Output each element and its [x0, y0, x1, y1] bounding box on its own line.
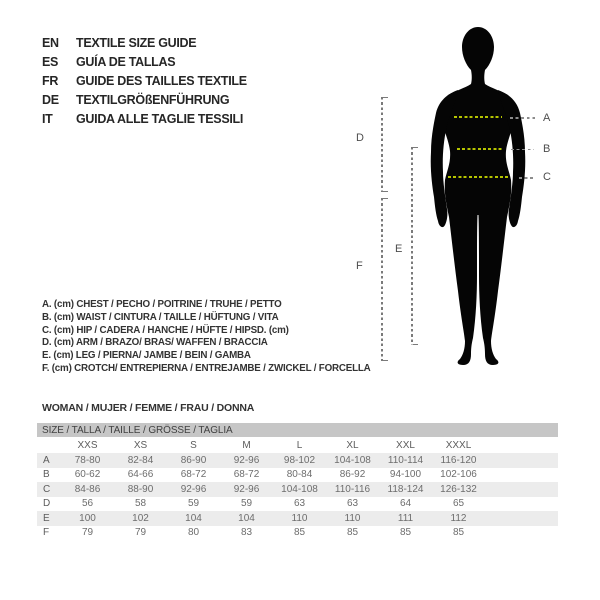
- leg-measure-top-tick: [413, 147, 418, 149]
- size-value: 56: [81, 498, 94, 510]
- language-row: [42, 91, 247, 110]
- size-column-header: XL: [346, 439, 359, 451]
- size-value: 80-84: [286, 469, 313, 481]
- size-value: 118-124: [387, 483, 424, 495]
- size-value: 102: [132, 512, 149, 524]
- size-table-header-text: SIZE / TALLA / TAILLE / GRÖSSE / TAGLIA: [42, 424, 233, 436]
- waist-measure-dash: [457, 148, 504, 150]
- size-value: 116-120: [440, 454, 477, 466]
- measurement-legend-line: E. (cm) LEG / PIERNA/ JAMBE / BEIN / GAMBA: [42, 350, 251, 362]
- table-row: [37, 482, 558, 497]
- arm-measure-top-tick: [383, 97, 388, 99]
- size-table-header-bar: [37, 423, 558, 437]
- language-code: EN: [42, 36, 59, 50]
- size-column-header: XXXL: [445, 439, 472, 451]
- size-value: 85: [293, 527, 306, 539]
- measurement-legend-line: C. (cm) HIP / CADERA / HANCHE / HÜFTE / HIPSD. (cm): [42, 324, 289, 336]
- marker-label-e: E: [395, 243, 403, 255]
- guide-title: TEXTILGRÖßENFÜHRUNG: [76, 93, 230, 107]
- size-value: 78-80: [74, 454, 101, 466]
- table-row: [37, 468, 558, 483]
- size-value: 79: [81, 527, 94, 539]
- size-value: 64-66: [127, 469, 154, 481]
- size-value: 84-86: [74, 483, 101, 495]
- size-value: 85: [346, 527, 359, 539]
- size-column-header: S: [190, 439, 197, 451]
- language-code: FR: [42, 74, 59, 88]
- size-value: 102-106: [440, 469, 477, 481]
- size-value: 86-90: [180, 454, 207, 466]
- size-value: 100: [79, 512, 96, 524]
- row-label: D: [43, 498, 51, 510]
- language-title-list: [42, 34, 247, 129]
- size-value: 104-108: [281, 483, 318, 495]
- size-column-header: L: [296, 439, 303, 451]
- language-row: [42, 110, 247, 129]
- size-value: 98-102: [283, 454, 316, 466]
- crotch-measure-line: [381, 198, 383, 361]
- hip-leader-line: [519, 177, 536, 179]
- language-code: ES: [42, 55, 59, 69]
- row-label: E: [43, 512, 50, 524]
- woman-silhouette-image: [428, 27, 528, 367]
- size-value: 68-72: [233, 469, 260, 481]
- table-row: [37, 453, 558, 468]
- size-value: 110: [291, 512, 308, 524]
- size-column-header: M: [242, 439, 251, 451]
- size-value: 83: [240, 527, 253, 539]
- size-value: 85: [452, 527, 465, 539]
- leg-measure-bottom-tick: [413, 344, 418, 346]
- measurement-legend-line: A. (cm) CHEST / PECHO / POITRINE / TRUHE / PETTO: [42, 299, 282, 310]
- marker-label-b: B: [543, 143, 551, 155]
- leg-measure-line: [411, 147, 413, 345]
- size-value: 63: [293, 498, 306, 510]
- marker-label-c: C: [543, 171, 551, 183]
- size-value: 110-114: [387, 454, 424, 466]
- size-value: 104: [185, 512, 202, 524]
- crotch-measure-top-tick: [383, 198, 388, 200]
- size-value: 111: [397, 512, 414, 524]
- row-label: B: [43, 469, 50, 481]
- marker-label-f: F: [356, 260, 363, 272]
- size-value: 85: [399, 527, 412, 539]
- guide-title: TEXTILE SIZE GUIDE: [76, 36, 197, 50]
- table-row: [37, 511, 558, 526]
- size-value: 110-116: [334, 483, 371, 495]
- size-value: 68-72: [180, 469, 207, 481]
- size-value: 58: [134, 498, 147, 510]
- size-value: 63: [346, 498, 359, 510]
- row-label: A: [43, 454, 50, 466]
- language-row: [42, 53, 247, 72]
- size-column-header: XXS: [77, 439, 98, 451]
- size-value: 82-84: [127, 454, 154, 466]
- silhouette-body-shape: [442, 27, 514, 365]
- size-value: 92-96: [233, 483, 260, 495]
- size-value: 92-96: [180, 483, 207, 495]
- language-code: DE: [42, 93, 59, 107]
- marker-label-d: D: [356, 132, 364, 144]
- waist-leader-line: [511, 149, 534, 151]
- arm-measure-line: [381, 97, 383, 192]
- measurement-legend-line: D. (cm) ARM / BRAZO/ BRAS/ WAFFEN / BRACCIA: [42, 337, 268, 349]
- guide-title: GUÍA DE TALLAS: [76, 55, 176, 69]
- size-table: [37, 423, 558, 540]
- size-value: 112: [450, 512, 467, 524]
- size-value: 92-96: [233, 454, 260, 466]
- hip-measure-dash: [448, 176, 509, 178]
- row-label: C: [43, 483, 51, 495]
- measurement-legend: [42, 299, 371, 376]
- size-value: 65: [452, 498, 465, 510]
- size-column-header: XS: [133, 439, 148, 451]
- measurement-legend-line: F. (cm) CROTCH/ ENTREPIERNA / ENTREJAMBE / ZWICKEL / FORCELLA: [42, 362, 371, 374]
- chest-leader-line: [510, 117, 535, 119]
- guide-title: GUIDE DES TAILLES TEXTILE: [76, 74, 247, 88]
- size-column-header: XXL: [396, 439, 415, 451]
- row-label: F: [43, 527, 50, 539]
- size-table-body: [37, 453, 558, 540]
- size-value: 104-108: [334, 454, 371, 466]
- chest-measure-dash: [454, 116, 502, 118]
- size-value: 88-90: [127, 483, 154, 495]
- language-row: [42, 72, 247, 91]
- size-value: 80: [187, 527, 200, 539]
- size-value: 59: [240, 498, 253, 510]
- size-value: 104: [238, 512, 255, 524]
- measurement-legend-line: B. (cm) WAIST / CINTURA / TAILLE / HÜFTUNG / VITA: [42, 311, 279, 323]
- table-row: [37, 526, 558, 541]
- size-value: 94-100: [389, 469, 422, 481]
- size-value: 60-62: [74, 469, 101, 481]
- table-row: [37, 497, 558, 512]
- gender-heading: WOMAN / MUJER / FEMME / FRAU / DONNA: [42, 402, 255, 414]
- language-code: IT: [42, 112, 53, 126]
- size-value: 126-132: [440, 483, 477, 495]
- size-value: 79: [134, 527, 147, 539]
- crotch-measure-bottom-tick: [383, 360, 388, 362]
- size-column-header-row: [37, 437, 558, 453]
- guide-title: GUIDA ALLE TAGLIE TESSILI: [76, 112, 244, 126]
- size-value: 64: [399, 498, 412, 510]
- arm-measure-bottom-tick: [383, 191, 388, 193]
- size-value: 110: [344, 512, 361, 524]
- size-value: 59: [187, 498, 200, 510]
- size-value: 86-92: [339, 469, 366, 481]
- language-row: [42, 34, 247, 53]
- marker-label-a: A: [543, 112, 551, 124]
